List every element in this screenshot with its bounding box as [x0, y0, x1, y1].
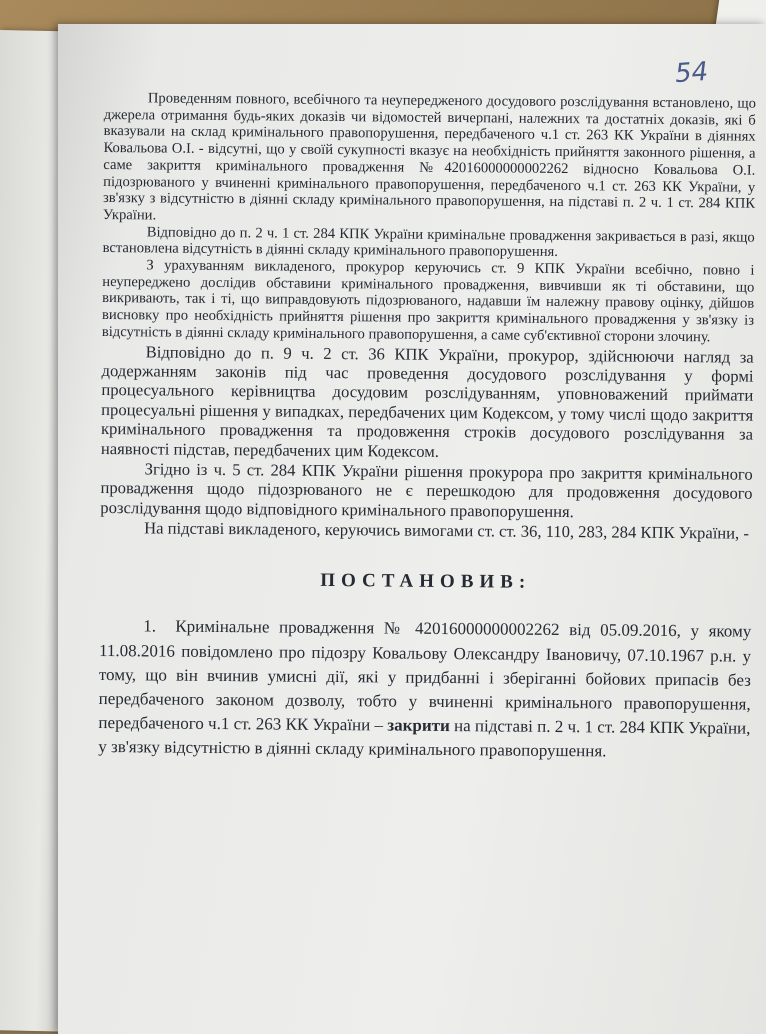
document-body — [98, 90, 756, 765]
paragraph-grounds: На підставі викладеного, керуючись вимогами ст. ст. 36, 110, 283, 284 КПК України, - — [144, 518, 750, 543]
handwritten-page-number: 54 — [673, 56, 710, 90]
paragraph-prosecutor-powers: Відповідно до п. 9 ч. 2 ст. 36 КПК України, прокурор, здійснюючи нагляд за додержанням законів під час проведення досудового розслідування у формі процесуального керівництва досудовим розслідуванням, уповноважений приймати процесуальні рішення у випадках, передбачених цим Кодексом, у тому числі щодо закриття кримінального провадження та продовження строків досудового розслідування за наявності підстав, передбачених цим Кодексом. — [100, 341, 754, 461]
resolution-item-number: 1. — [143, 616, 157, 636]
paragraph-findings: Проведенням повного, всебічного та неупередженого досудового розслідування встановлено, що джерела отримання будь-яких доказів чи відомостей вичерпані, належних та достатніх доказів, які б вказували на склад кримінального правопорушення, передбаченого ч.1 ст. 263 КК України в діяннях Ковальова О.І. - відсутні, що у своїй сукупності вказує на необхідність прийняття законного рішення, а саме закриття кримінального провадження №42016000000002262 відносно Ковальова О.І. підозрюваного у вчиненні кримінального правопорушення, передбаченого ч.1 ст. 263 КК України, у зв'язку з відсутністю в діянні складу кримінального правопорушення, на підставі п. 2 ч. 1 ст. 284 КПК України. — [102, 90, 756, 224]
resolution-item — [98, 614, 751, 765]
resolution-text-after: на підставі п. 2 ч. 1 ст. 284 КПК України, у зв'язку відсутністю в діянні складу кримінального правопорушення. — [98, 716, 751, 761]
resolution-decision-word: закрити — [387, 715, 450, 736]
paragraph-legal-basis: Відповідно до п. 2 ч. 1 ст. 284 КПК України кримінальне провадження закривається в разі, якщо встановлена відсутність в діянні складу кримінального правопорушення. — [102, 224, 755, 261]
resolution-text-before: Кримінальне провадження № 42016000000002262 від 05.09.2016, у якому 11.08.2016 повідомлено про підозру Ковальову Олександру Івановичу, 07.10.1967 р.н. у тому, що він вчинив умисні дії, які у придбанні і зберіганні бойових припасів без передбаченого законом дозволу, тобто у вчиненні кримінального правопорушення, передбаченого ч.1 ст. 263 КК України – — [98, 616, 752, 735]
paragraph-prosecutor-review: З урахуванням викладеного, прокурор керуючись ст. 9 КПК України всебічно, повно і неупереджено дослідив обставини кримінального провадження, вивчивши як ті обставини, що викривають, так і ті, що виправдовують підозрюваного, надавши їм належну правову оцінку, дійшов висновку про необхідність прийняття рішення про закриття кримінального провадження у зв'язку із відсутність в діянні складу кримінального правопорушення, а саме суб'єктивної сторони злочину. — [101, 257, 755, 346]
document-page — [58, 24, 766, 1034]
paragraph-closure-effect: Згідно із ч. 5 ст. 284 КПК України рішення прокурора про закриття кримінального провадження щодо підозрюваного не є перешкодою для продовження досудового розслідування щодо відповідного кримінального правопорушення. — [100, 459, 753, 521]
resolution-heading: ПОСТАНОВИВ: — [320, 569, 532, 593]
